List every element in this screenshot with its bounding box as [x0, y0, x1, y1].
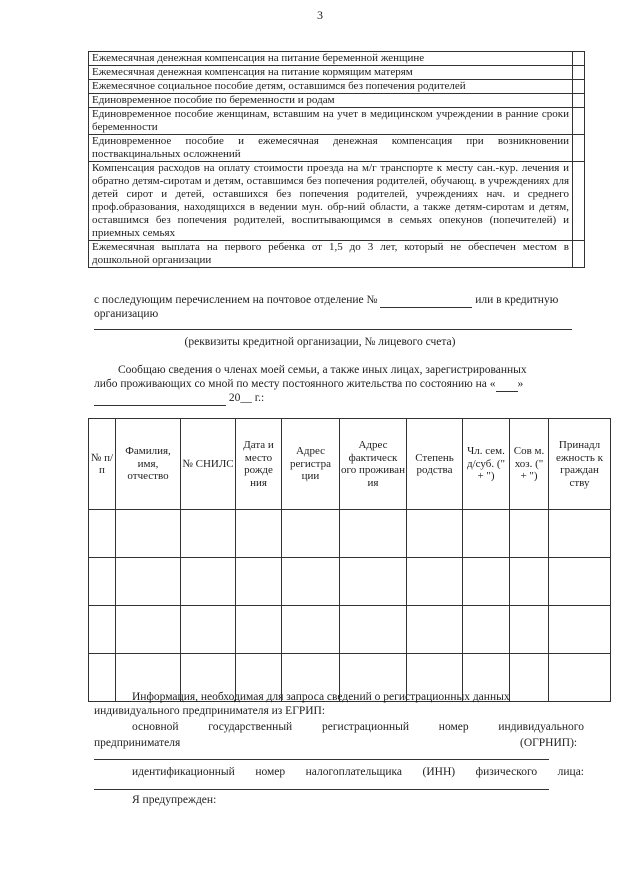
table-cell[interactable]	[510, 606, 549, 654]
benefit-checkbox[interactable]	[573, 66, 585, 80]
table-row	[89, 80, 585, 94]
table-cell[interactable]	[463, 510, 510, 558]
inn-label: идентификационный номер налогоплательщика (ИНН) физического лица:	[132, 766, 584, 778]
table-cell[interactable]	[407, 510, 463, 558]
header-number: № п/п	[89, 419, 116, 510]
benefit-label: Ежемесячное социальное пособие детям, оставшимся без попечения родителей	[89, 80, 573, 94]
inn-field[interactable]	[94, 789, 549, 790]
table-row	[89, 241, 585, 268]
table-cell[interactable]	[510, 510, 549, 558]
date-month-field[interactable]	[94, 391, 226, 406]
header-actual-address: Адрес фактическ ого проживан ия	[340, 419, 407, 510]
table-cell[interactable]	[282, 510, 340, 558]
header-joint-household: Сов м. хоз. (" + ")	[510, 419, 549, 510]
table-cell[interactable]	[116, 606, 181, 654]
table-cell[interactable]	[340, 606, 407, 654]
table-row	[89, 135, 585, 162]
table-cell[interactable]	[549, 558, 611, 606]
date-day-field[interactable]	[496, 377, 518, 392]
header-birth: Дата и место рожде ния	[236, 419, 282, 510]
benefit-label: Единовременное пособие и ежемесячная денежная компенсация при возникновении поствакцинальных осложнений	[89, 135, 573, 162]
table-row	[89, 162, 585, 241]
table-cell[interactable]	[181, 558, 236, 606]
table-cell[interactable]	[181, 510, 236, 558]
date-year-text: 20__ г.:	[228, 392, 265, 404]
table-cell[interactable]	[407, 606, 463, 654]
table-row	[89, 66, 585, 80]
bank-details-caption: (реквизиты кредитной организации, № лицевого счета)	[184, 336, 456, 348]
header-relationship: Степень родства	[407, 419, 463, 510]
post-office-number-field[interactable]	[380, 293, 472, 308]
benefit-checkbox[interactable]	[573, 108, 585, 135]
table-cell[interactable]	[340, 558, 407, 606]
family-intro-text: либо проживающих со мной по месту постоянного жительства по состоянию на «	[94, 378, 496, 390]
benefit-label: Компенсация расходов на оплату стоимости проезда на м/г транспорте к месту сан.-кур. лечения и обратно детям-сиротам и детям, оставшимся без попечения родителей, обучающ. в учреждениях для детей сирот и детей, оставшихся без попечения родителей, учреждениях нач. и среднего проф.образования, находящихся в ведении мун. обр-ний области, а также детям-сиротам и детям, оставшимся без попечения родителей, воспитывающимся в семьях опекунов (попечителей) и приемных семьях	[89, 162, 573, 241]
benefit-checkbox[interactable]	[573, 52, 585, 66]
table-cell[interactable]	[116, 510, 181, 558]
header-family-member: Чл. сем. д/суб. (" + ")	[463, 419, 510, 510]
transfer-text-3: организацию	[94, 308, 159, 320]
warned-text: Я предупрежден:	[132, 794, 217, 806]
table-row	[89, 510, 611, 558]
ogrnip-line-1: основной государственный регистрационный номер индивидуального	[132, 721, 584, 733]
ogrnip-line-2: предпринимателя	[94, 737, 181, 749]
table-cell[interactable]	[236, 510, 282, 558]
family-members-table	[88, 418, 611, 702]
table-cell[interactable]	[236, 558, 282, 606]
table-cell[interactable]	[89, 558, 116, 606]
benefit-checkbox[interactable]	[573, 241, 585, 268]
table-row	[89, 52, 585, 66]
transfer-line	[94, 293, 558, 308]
family-intro-line-2	[94, 377, 523, 392]
ogrnip-line-3: (ОГРНИП):	[520, 737, 578, 749]
table-cell[interactable]	[463, 606, 510, 654]
benefit-label: Единовременное пособие женщинам, вставшим на учет в медицинском учреждении в ранние сроки беременности	[89, 108, 573, 135]
table-cell[interactable]	[89, 606, 116, 654]
table-cell[interactable]	[549, 606, 611, 654]
table-row	[89, 606, 611, 654]
table-cell[interactable]	[340, 510, 407, 558]
table-row	[89, 94, 585, 108]
table-cell[interactable]	[236, 606, 282, 654]
benefit-label: Единовременное пособие по беременности и родам	[89, 94, 573, 108]
table-cell[interactable]	[116, 558, 181, 606]
transfer-text-1: с последующим перечислением на почтовое отделение №	[94, 294, 378, 306]
table-row	[89, 558, 611, 606]
family-intro-line-3	[94, 391, 264, 406]
table-cell[interactable]	[282, 558, 340, 606]
ogrnip-field[interactable]	[94, 759, 549, 760]
header-full-name: Фамилия, имя, отчество	[116, 419, 181, 510]
header-citizenship: Принадл ежность к граждан ству	[549, 419, 611, 510]
table-cell[interactable]	[407, 558, 463, 606]
header-registration-address: Адрес регистра ции	[282, 419, 340, 510]
bank-details-field[interactable]	[94, 329, 572, 330]
table-cell[interactable]	[510, 558, 549, 606]
family-intro-quote: »	[517, 378, 524, 390]
family-intro-line-1: Сообщаю сведения о членах моей семьи, а также иных лицах, зарегистрированных	[118, 364, 527, 376]
family-table-header-row	[89, 419, 611, 510]
transfer-text-2: или в кредитную	[475, 294, 559, 306]
page-number: 3	[317, 8, 323, 22]
table-cell[interactable]	[181, 606, 236, 654]
table-cell[interactable]	[89, 510, 116, 558]
egrip-line-2: индивидуального предпринимателя из ЕГРИП:	[94, 705, 326, 717]
header-snils: № СНИЛС	[181, 419, 236, 510]
benefit-label: Ежемесячная денежная компенсация на питание беременной женщине	[89, 52, 573, 66]
benefits-table	[88, 51, 585, 268]
benefit-checkbox[interactable]	[573, 135, 585, 162]
egrip-line-1: Информация, необходимая для запроса сведений о регистрационных данных	[132, 691, 510, 703]
table-cell[interactable]	[282, 606, 340, 654]
benefit-label: Ежемесячная денежная компенсация на питание кормящим матерям	[89, 66, 573, 80]
benefit-checkbox[interactable]	[573, 162, 585, 241]
table-cell[interactable]	[549, 510, 611, 558]
benefit-checkbox[interactable]	[573, 94, 585, 108]
table-row	[89, 108, 585, 135]
benefit-label: Ежемесячная выплата на первого ребенка от 1,5 до 3 лет, который не обеспечен местом в дошкольной организации	[89, 241, 573, 268]
benefit-checkbox[interactable]	[573, 80, 585, 94]
table-cell[interactable]	[463, 558, 510, 606]
